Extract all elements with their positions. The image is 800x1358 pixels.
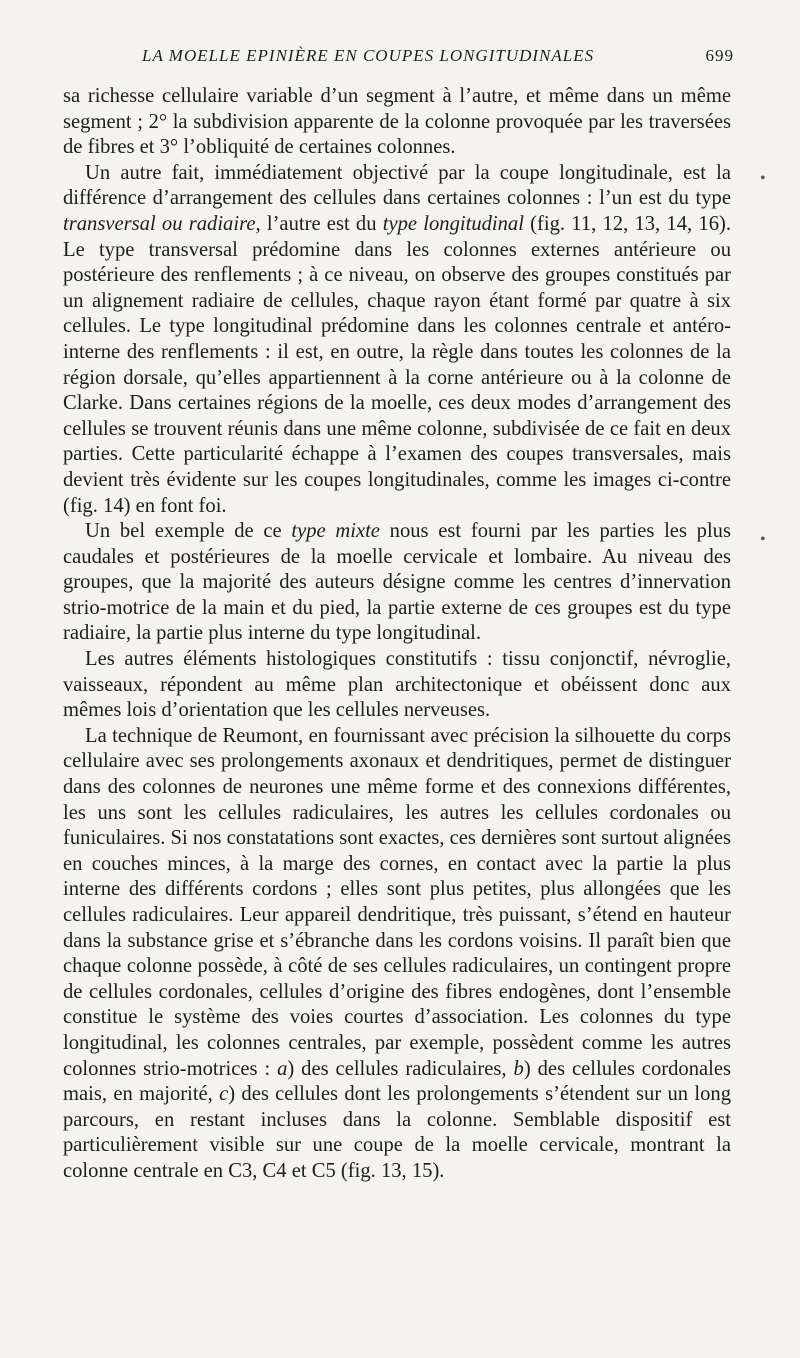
text-run: (fig. 11, 12, 13, 14, 16). Le type transversal prédomine dans les colonnes externes antérieure ou postérieure des renflements ; à ce niveau, on observe des groupes constitués par un alignement radiaire de cellules, chaque rayon étant formé par quatre à six cellules. Le type longitudinal prédomine dans les colonnes centrale et antéro-interne des renflements : il est, en outre, la règle dans toutes les colonnes de la région dorsale, qu’elles appartiennent à la corne antérieure ou à la colonne de Clarke. Dans certaines régions de la moelle, ces deux modes d’arrangement des cellules se trouvent réunis dans une même colonne, subdivisée de ce fait en deux parties. Cette particularité échappe à l’examen des coupes transversales, mais devient très évidente sur les coupes longitudinales, comme les images ci-contre (fig. 14) en font foi. [63, 212, 731, 517]
body-text [63, 84, 731, 1185]
paragraph-5 [63, 724, 731, 1185]
page-number: 699 [705, 46, 734, 65]
italic-term: type mixte [291, 520, 380, 543]
paragraph-3 [63, 519, 731, 647]
text-run: Les autres éléments histologiques constitutifs : tissu conjonctif, névroglie, vaisseaux, répondent au même plan architectonique et obéissent donc aux mêmes lois d’orientation que les cellules nerveuses. [63, 648, 731, 722]
text-run: sa richesse cellulaire variable d’un segment à l’autre, et même dans un même segment ; 2° la subdivision apparente de la colonne provoquée par les traversées de fibres et 3° l’obliquité de certaines colonnes. [63, 85, 731, 159]
text-run: Un autre fait, immédiatement objectivé par la coupe longitudinale, est la différence d’arrangement des cellules dans certaines colonnes : l’un est du type [63, 161, 731, 210]
running-header [62, 46, 734, 74]
italic-term: transversal ou radiaire [63, 212, 256, 235]
italic-letter: c [219, 1083, 229, 1106]
margin-dot: • [760, 170, 766, 187]
text-run: , l’autre est du [255, 212, 383, 235]
text-run: nous est fourni par les parties les plus caudales et postérieures de la moelle cervicale et lombaire. Au niveau des groupes, que la majorité des auteurs désigne comme les centres d’innervation strio-motrice de la main et du pied, la partie externe de ces groupes est du type radiaire, la partie plus interne du type longitudinal. [63, 520, 731, 645]
italic-term: type longitudinal [382, 212, 524, 235]
running-title: LA MOELLE EPINIÈRE EN COUPES LONGITUDINALES [142, 46, 595, 65]
text-run: ) des cellules cordonales mais, en majorité, [63, 1057, 732, 1106]
italic-letter: b [513, 1057, 524, 1080]
paragraph-4 [63, 647, 731, 724]
paragraph-1 [63, 84, 731, 161]
text-run: ) des cellules dont les prolongements s’étendent sur un long parcours, en restant incluses dans la colonne. Semblable dispositif est particulièrement visible sur une coupe de la moelle cervicale, montrant la colonne centrale en C3, C4 et C5 (fig. 13, 15). [63, 1083, 731, 1182]
margin-dot: • [760, 531, 766, 548]
italic-letter: a [277, 1057, 288, 1080]
text-run: ) des cellules radiculaires, [287, 1057, 514, 1080]
paragraph-2 [63, 161, 731, 519]
text-run: Un bel exemple de ce [85, 520, 292, 543]
text-run: La technique de Reumont, en fournissant avec précision la silhouette du corps cellulaire avec ses prolongements axonaux et dendritiques, permet de distinguer dans des colonnes de neurones une même forme et des connexions différentes, les uns sont les cellules radiculaires, les autres les cellules cordonales ou funiculaires. Si nos constatations sont exactes, ces dernières sont surtout alignées en couches minces, à la marge des cornes, en contact avec la partie la plus interne des différents cordons ; elles sont plus petites, plus allongées que les cellules radiculaires. Leur appareil dendritique, très puissant, s’étend en hauteur dans la substance grise et s’ébranche dans les cordons voisins. Il paraît bien que chaque colonne possède, à côté de ses cellules radiculaires, un contingent propre de cellules cordonales, cellules d’origine des fibres endogènes, dont l’ensemble constitue le système des voies courtes d’association. Les colonnes du type longitudinal, les colonnes centrales, par exemple, possèdent comme les autres colonnes strio-motrices : [63, 724, 731, 1080]
